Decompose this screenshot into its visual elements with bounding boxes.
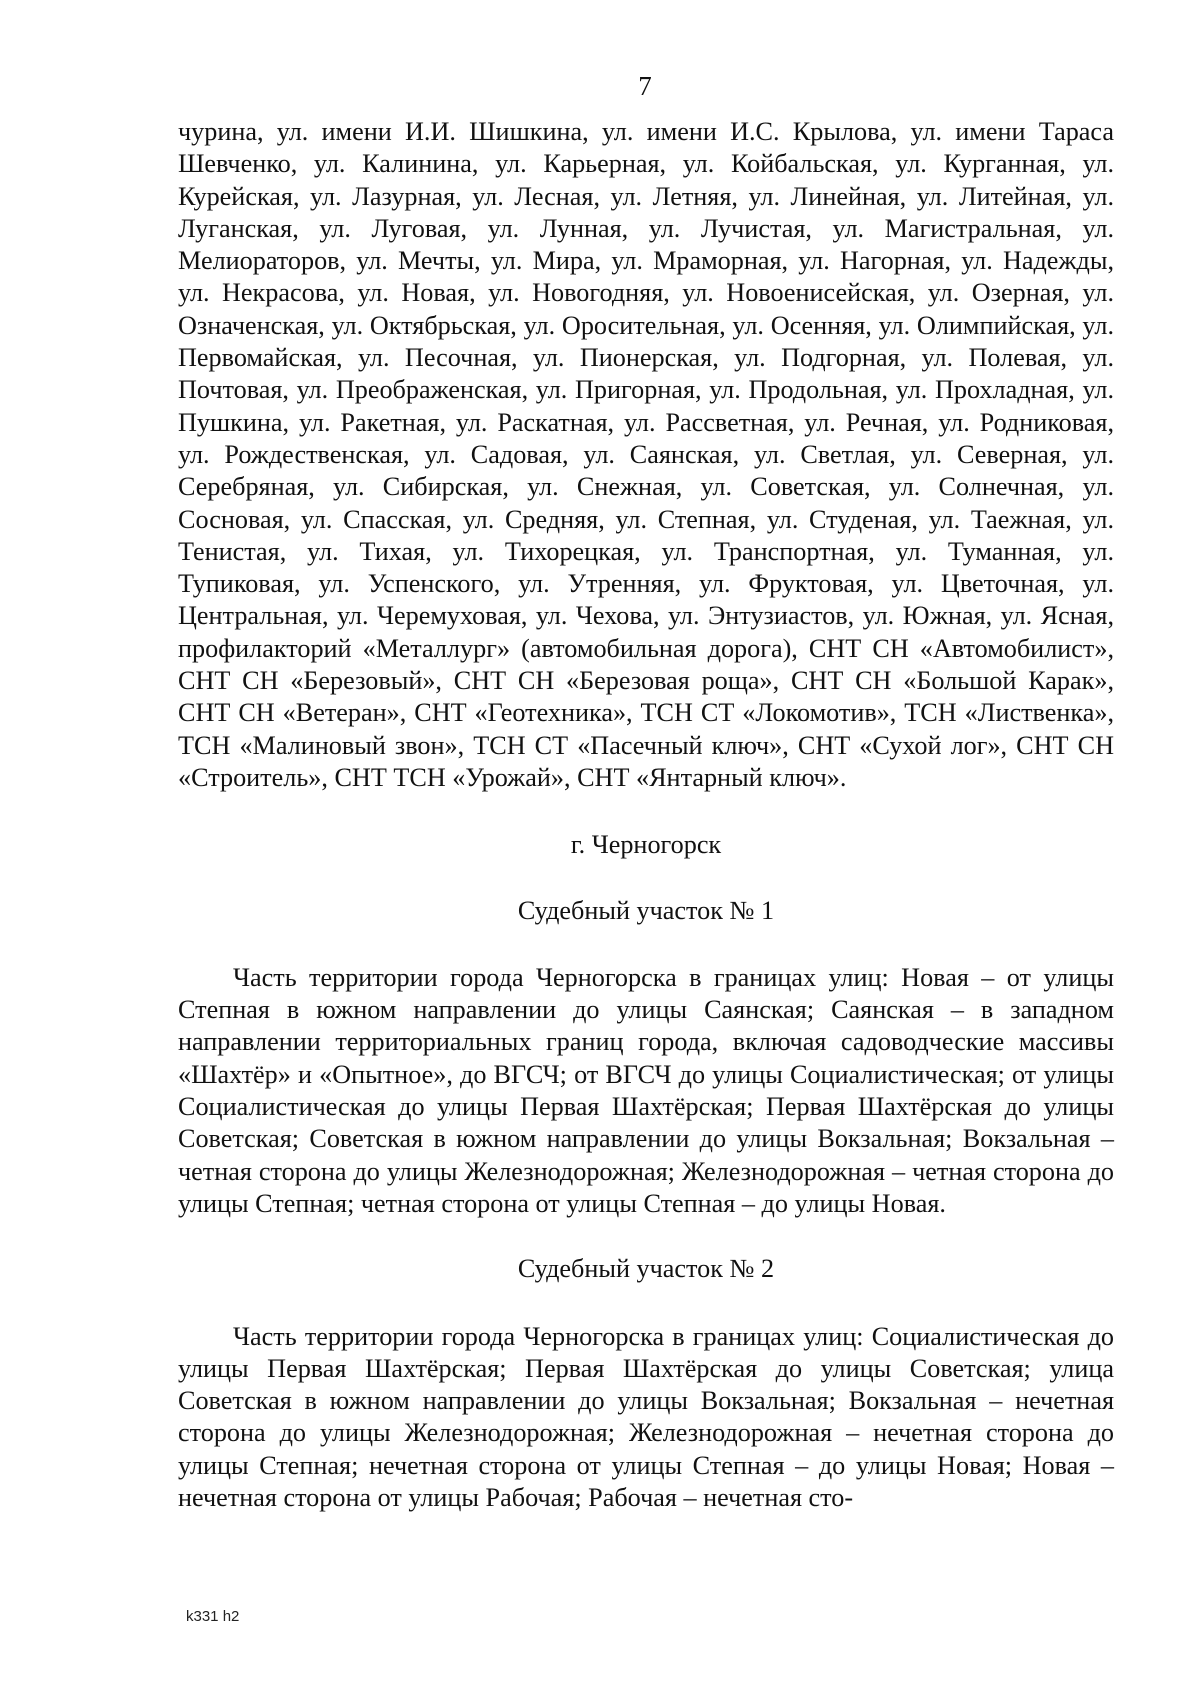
court-plot-2-text: Часть территории города Черногорска в границах улиц: Социалистическая до улицы Первая Шахтёрская; Первая Шахтёрская до улицы Советская; улица Советская в южном направлении до улицы Вокзальная; Вокзальная – нечетная сторона до улицы Железнодорожная; Железнодорожная – нечетная сторона до улицы Степная; нечетная сторона от улицы Степная – до улицы Новая; Новая – нечетная сторона от улицы Рабочая; Рабочая – нечетная сто- [178,1321,1114,1512]
court-plot-1-heading: Судебный участок № 1 [517,895,775,925]
document-body [178,116,1114,1514]
page-number: 7 [638,71,652,101]
city-heading: г. Черногорск [570,830,722,860]
court-plot-1-text: Часть территории города Черногорска в границах улиц: Новая – от улицы Степная в южном направлении до улицы Саянская; Саянская – в западном направлении территориальных границ города, включая садоводческие массивы «Шахтёр» и «Опытное», до ВГСЧ; от ВГСЧ до улицы Социалистическая; от улицы Социалистическая до улицы Первая Шахтёрская; Первая Шахтёрская до улицы Советская; Советская в южном направлении до улицы Вокзальная; Вокзальная – четная сторона до улицы Железнодорожная; Железнодорожная – четная сторона до улицы Степная; четная сторона от улицы Степная – до улицы Новая. [178,962,1114,1218]
court-plot-2-heading: Судебный участок № 2 [517,1254,775,1284]
street-list-paragraph: чурина, ул. имени И.И. Шишкина, ул. имени И.С. Крылова, ул. имени Тараса Шевченко, ул. Калинина, ул. Карьерная, ул. Койбальская, ул. Курганная, ул. Курейская, ул. Лазурная, ул. Лесная, ул. Летняя, ул. Линейная, ул. Литейная, ул. Луганская, ул. Луговая, ул. Лунная, ул. Лучистая, ул. Магистральная, ул. Мелиораторов, ул. Мечты, ул. Мира, ул. Мраморная, ул. Нагорная, ул. Надежды, ул. Некрасова, ул. Новая, ул. Новогодняя, ул. Новоенисейская, ул. Озерная, ул. Означенская, ул. Октябрьская, ул. Оросительная, ул. Осенняя, ул. Олимпийская, ул. Первомайская, ул. Песочная, ул. Пионерская, ул. Подгорная, ул. Полевая, ул. Почтовая, ул. Преображенская, ул. Пригорная, ул. Продольная, ул. Прохладная, ул. Пушкина, ул. Ракетная, ул. Раскатная, ул. Рассветная, ул. Речная, ул. Родниковая, ул. Рождественская, ул. Садовая, ул. Саянская, ул. Светлая, ул. Северная, ул. Серебряная, ул. Сибирская, ул. Снежная, ул. Советская, ул. Солнечная, ул. Сосновая, ул. Спасская, ул. Средняя, ул. Степная, ул. Студеная, ул. Таежная, ул. Тенистая, ул. Тихая, ул. Тихорецкая, ул. Транспортная, ул. Туманная, ул. Тупиковая, ул. Успенского, ул. Утренняя, ул. Фруктовая, ул. Цветочная, ул. Центральная, ул. Черемуховая, ул. Чехова, ул. Энтузиастов, ул. Южная, ул. Ясная, профилакторий «Металлург» (автомобильная дорога), СНТ СН «Автомобилист», СНТ СН «Березовый», СНТ СН «Березовая роща», СНТ СН «Большой Карак», СНТ СН «Ветеран», СНТ «Геотехника», ТСН СТ «Локомотив», ТСН «Лиственка», ТСН «Малиновый звон», ТСН СТ «Пасечный ключ», СНТ «Сухой лог», СНТ СН «Строитель», СНТ ТСН «Урожай», СНТ «Янтарный ключ». [178,117,1114,792]
footer-document-code: k331 h2 [186,1608,240,1625]
